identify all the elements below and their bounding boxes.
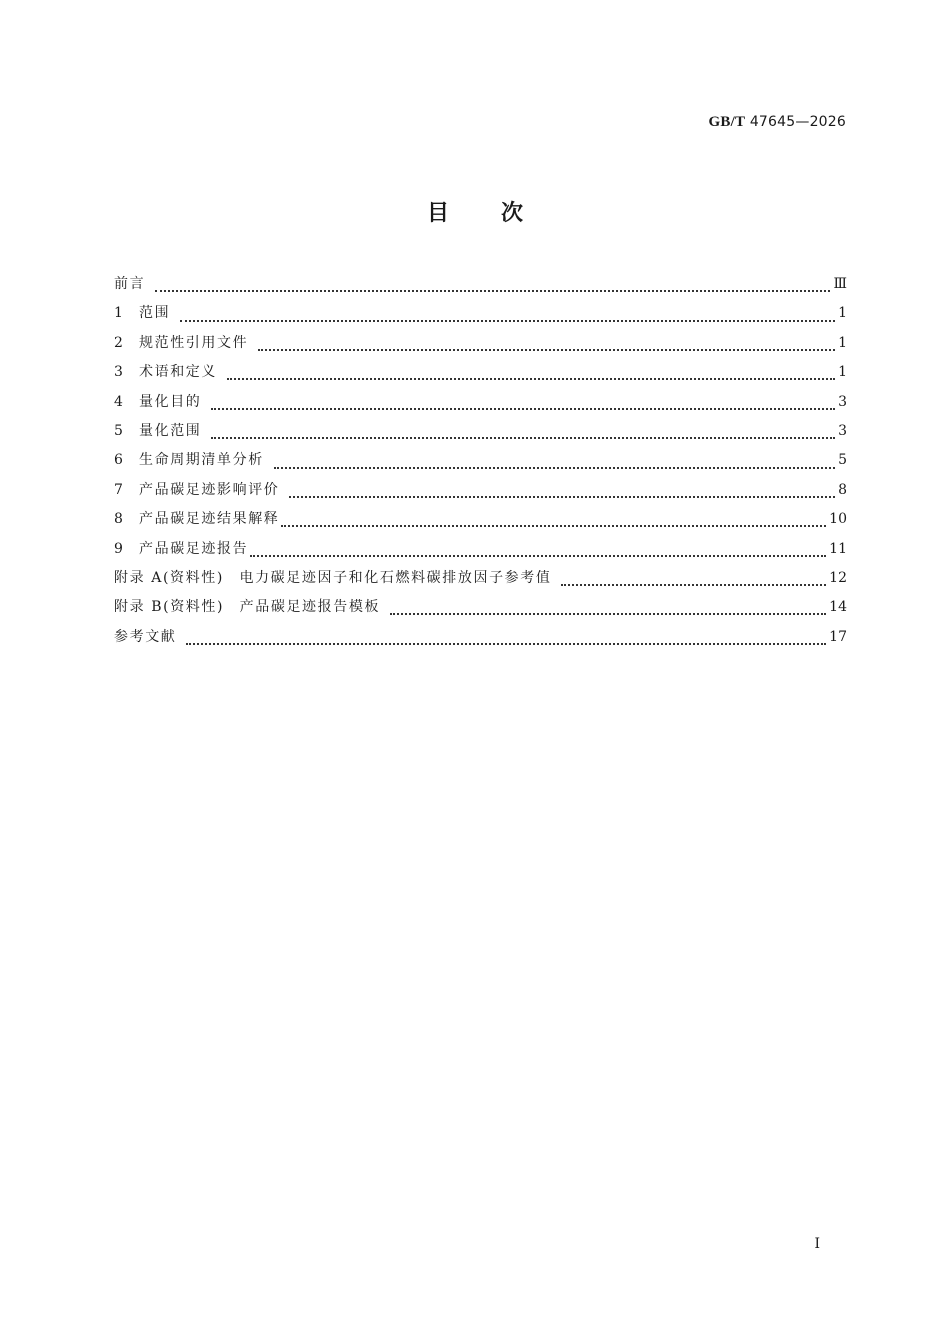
toc-entry-page: 12 bbox=[829, 569, 847, 586]
toc-leader-dots bbox=[390, 612, 826, 615]
toc-entry-9[interactable] bbox=[114, 537, 847, 566]
page-number: I bbox=[814, 1236, 820, 1252]
toc-leader-dots bbox=[258, 348, 835, 351]
toc-entry-6[interactable] bbox=[114, 448, 847, 477]
toc-leader-dots bbox=[561, 583, 826, 586]
toc-entry-page: 17 bbox=[829, 628, 847, 645]
toc-entry-label: 术语和定义 bbox=[139, 364, 217, 381]
toc-entry-number: 5 bbox=[114, 422, 123, 439]
toc-entry-number: 9 bbox=[114, 540, 123, 557]
toc-leader-dots bbox=[281, 524, 826, 527]
standard-prefix: GB/T bbox=[708, 114, 746, 130]
toc-entry-5[interactable] bbox=[114, 419, 847, 448]
toc-entry-page: 3 bbox=[838, 393, 847, 410]
toc-entry-references[interactable] bbox=[114, 625, 847, 654]
toc-leader-dots bbox=[155, 289, 830, 292]
toc-entry-label: 量化范围 bbox=[139, 422, 202, 439]
toc-entry-number: 3 bbox=[114, 364, 123, 381]
toc-entry-appendix-b[interactable] bbox=[114, 595, 847, 624]
toc-entry-number: 7 bbox=[114, 481, 123, 498]
toc-entry-4[interactable] bbox=[114, 390, 847, 419]
toc-entry-label: 生命周期清单分析 bbox=[139, 452, 264, 469]
toc-entry-foreword[interactable] bbox=[114, 272, 847, 301]
toc-entry-2[interactable] bbox=[114, 331, 847, 360]
toc-entry-page: 3 bbox=[838, 422, 847, 439]
toc-entry-label: 产品碳足迹结果解释 bbox=[139, 511, 280, 528]
standard-code: 47645—2026 bbox=[749, 114, 846, 130]
standard-number bbox=[709, 114, 846, 131]
toc-entry-label: 量化目的 bbox=[139, 393, 202, 410]
toc-entry-page: 10 bbox=[829, 511, 847, 528]
toc-entry-page: 14 bbox=[829, 599, 847, 616]
toc-entry-8[interactable] bbox=[114, 507, 847, 536]
toc-entry-label: 附录 A(资料性) 电力碳足迹因子和化石燃料碳排放因子参考值 bbox=[114, 569, 552, 586]
toc-entry-label: 附录 B(资料性) 产品碳足迹报告模板 bbox=[114, 599, 381, 616]
toc-leader-dots bbox=[180, 319, 835, 322]
toc-entry-label: 参考文献 bbox=[114, 628, 177, 645]
toc-leader-dots bbox=[211, 407, 835, 410]
toc-entry-page: 11 bbox=[829, 540, 847, 557]
toc-entry-label: 产品碳足迹影响评价 bbox=[139, 481, 280, 498]
toc-entry-number: 1 bbox=[114, 305, 123, 322]
toc-leader-dots bbox=[186, 642, 826, 645]
toc-entry-label: 产品碳足迹报告 bbox=[139, 540, 249, 557]
toc-entry-appendix-a[interactable] bbox=[114, 566, 847, 595]
toc-entry-page: 1 bbox=[838, 334, 847, 351]
toc-entry-number: 2 bbox=[114, 334, 123, 351]
toc-leader-dots bbox=[289, 495, 835, 498]
toc-entry-label: 规范性引用文件 bbox=[139, 334, 249, 351]
toc-entry-1[interactable] bbox=[114, 301, 847, 330]
toc-entry-page: 1 bbox=[838, 305, 847, 322]
toc-entry-page: 1 bbox=[838, 364, 847, 381]
toc-entry-page: 5 bbox=[838, 452, 847, 469]
toc-title: 目次 bbox=[426, 201, 575, 226]
toc-leader-dots bbox=[250, 554, 826, 557]
toc-entry-3[interactable] bbox=[114, 360, 847, 389]
table-of-contents bbox=[114, 272, 847, 654]
toc-entry-number: 4 bbox=[114, 393, 123, 410]
toc-leader-dots bbox=[274, 466, 835, 469]
toc-entry-label: 前言 bbox=[114, 276, 146, 292]
toc-entry-page: 8 bbox=[838, 481, 847, 498]
toc-entry-number: 6 bbox=[114, 452, 123, 469]
toc-entry-page: Ⅲ bbox=[833, 276, 847, 292]
toc-leader-dots bbox=[227, 377, 835, 380]
toc-entry-label: 范围 bbox=[139, 305, 171, 322]
toc-entry-7[interactable] bbox=[114, 478, 847, 507]
toc-entry-number: 8 bbox=[114, 511, 123, 528]
toc-leader-dots bbox=[211, 436, 835, 439]
